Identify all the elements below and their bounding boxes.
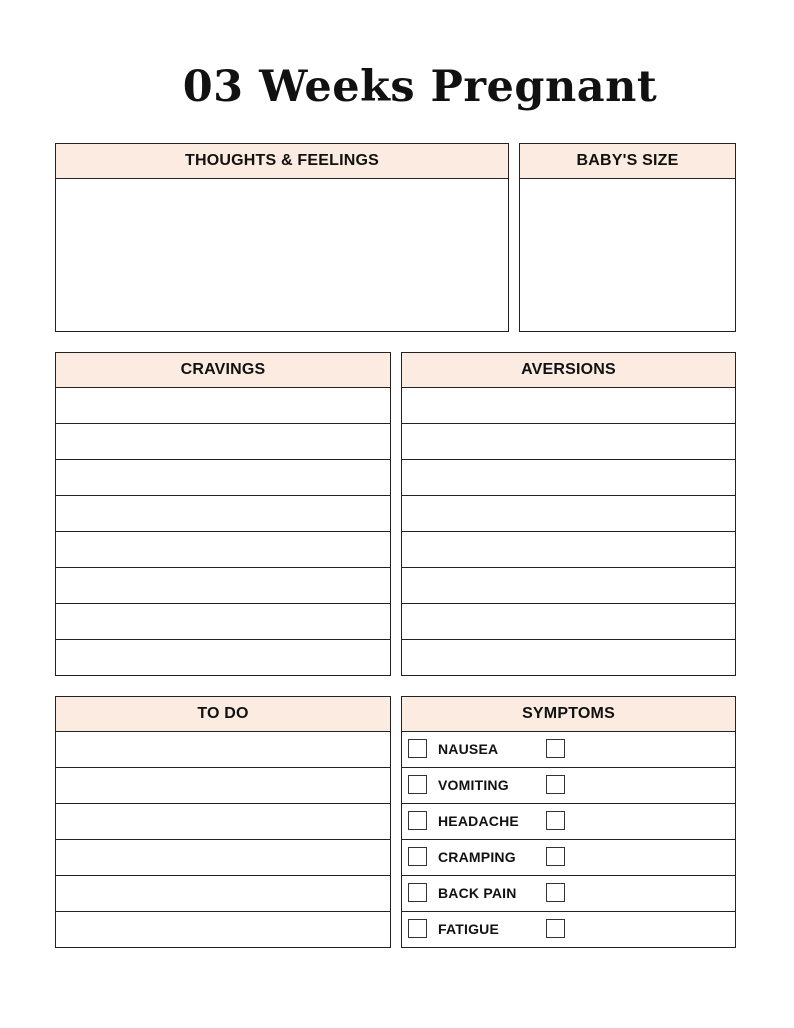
cravings-lines bbox=[56, 388, 390, 676]
aversions-lines bbox=[402, 388, 735, 676]
symptom-label: VOMITING bbox=[438, 777, 509, 793]
aversions-line[interactable] bbox=[402, 640, 735, 676]
cravings-line[interactable] bbox=[56, 532, 390, 568]
symptom-label: NAUSEA bbox=[438, 741, 499, 757]
symptom-checkbox[interactable] bbox=[408, 919, 427, 938]
babys-size-header: BABY'S SIZE bbox=[520, 144, 735, 179]
aversions-line[interactable] bbox=[402, 496, 735, 532]
symptom-checkbox[interactable] bbox=[546, 811, 565, 830]
symptom-checkbox[interactable] bbox=[546, 775, 565, 794]
symptoms-list bbox=[402, 732, 735, 948]
babys-size-box bbox=[519, 143, 736, 332]
symptom-label: FATIGUE bbox=[438, 921, 500, 937]
symptom-label: BACK PAIN bbox=[438, 885, 517, 901]
page-title: 03 Weeks Pregnant bbox=[182, 62, 658, 112]
symptom-row bbox=[402, 876, 735, 912]
symptom-checkbox[interactable] bbox=[546, 919, 565, 938]
todo-line[interactable] bbox=[56, 876, 390, 912]
aversions-box bbox=[401, 352, 736, 676]
symptom-row bbox=[402, 768, 735, 804]
cravings-line[interactable] bbox=[56, 424, 390, 460]
symptom-checkbox[interactable] bbox=[408, 811, 427, 830]
babys-size-writing-area[interactable] bbox=[520, 179, 735, 330]
symptom-checkbox[interactable] bbox=[408, 739, 427, 758]
aversions-line[interactable] bbox=[402, 388, 735, 424]
todo-line[interactable] bbox=[56, 768, 390, 804]
symptom-checkbox[interactable] bbox=[408, 883, 427, 902]
aversions-header: AVERSIONS bbox=[402, 353, 735, 388]
todo-header: TO DO bbox=[56, 697, 390, 732]
symptom-checkbox[interactable] bbox=[408, 847, 427, 866]
symptom-checkbox[interactable] bbox=[546, 883, 565, 902]
cravings-line[interactable] bbox=[56, 460, 390, 496]
symptom-label: CRAMPING bbox=[438, 849, 516, 865]
symptom-row bbox=[402, 732, 735, 768]
symptom-label: HEADACHE bbox=[438, 813, 519, 829]
todo-box bbox=[55, 696, 391, 948]
cravings-line[interactable] bbox=[56, 568, 390, 604]
cravings-line[interactable] bbox=[56, 496, 390, 532]
cravings-line[interactable] bbox=[56, 640, 390, 676]
symptom-row bbox=[402, 840, 735, 876]
thoughts-feelings-header: THOUGHTS & FEELINGS bbox=[56, 144, 508, 179]
symptom-checkbox[interactable] bbox=[408, 775, 427, 794]
aversions-line[interactable] bbox=[402, 460, 735, 496]
symptom-row bbox=[402, 912, 735, 948]
symptom-checkbox[interactable] bbox=[546, 847, 565, 866]
todo-line[interactable] bbox=[56, 912, 390, 948]
cravings-line[interactable] bbox=[56, 388, 390, 424]
symptom-checkbox[interactable] bbox=[546, 739, 565, 758]
todo-lines bbox=[56, 732, 390, 948]
cravings-header: CRAVINGS bbox=[56, 353, 390, 388]
symptoms-header: SYMPTOMS bbox=[402, 697, 735, 732]
thoughts-feelings-writing-area[interactable] bbox=[56, 179, 508, 330]
aversions-line[interactable] bbox=[402, 424, 735, 460]
cravings-line[interactable] bbox=[56, 604, 390, 640]
symptom-row bbox=[402, 804, 735, 840]
aversions-line[interactable] bbox=[402, 532, 735, 568]
aversions-line[interactable] bbox=[402, 568, 735, 604]
todo-line[interactable] bbox=[56, 840, 390, 876]
aversions-line[interactable] bbox=[402, 604, 735, 640]
symptoms-box bbox=[401, 696, 736, 948]
todo-line[interactable] bbox=[56, 804, 390, 840]
cravings-box bbox=[55, 352, 391, 676]
todo-line[interactable] bbox=[56, 732, 390, 768]
thoughts-feelings-box bbox=[55, 143, 509, 332]
